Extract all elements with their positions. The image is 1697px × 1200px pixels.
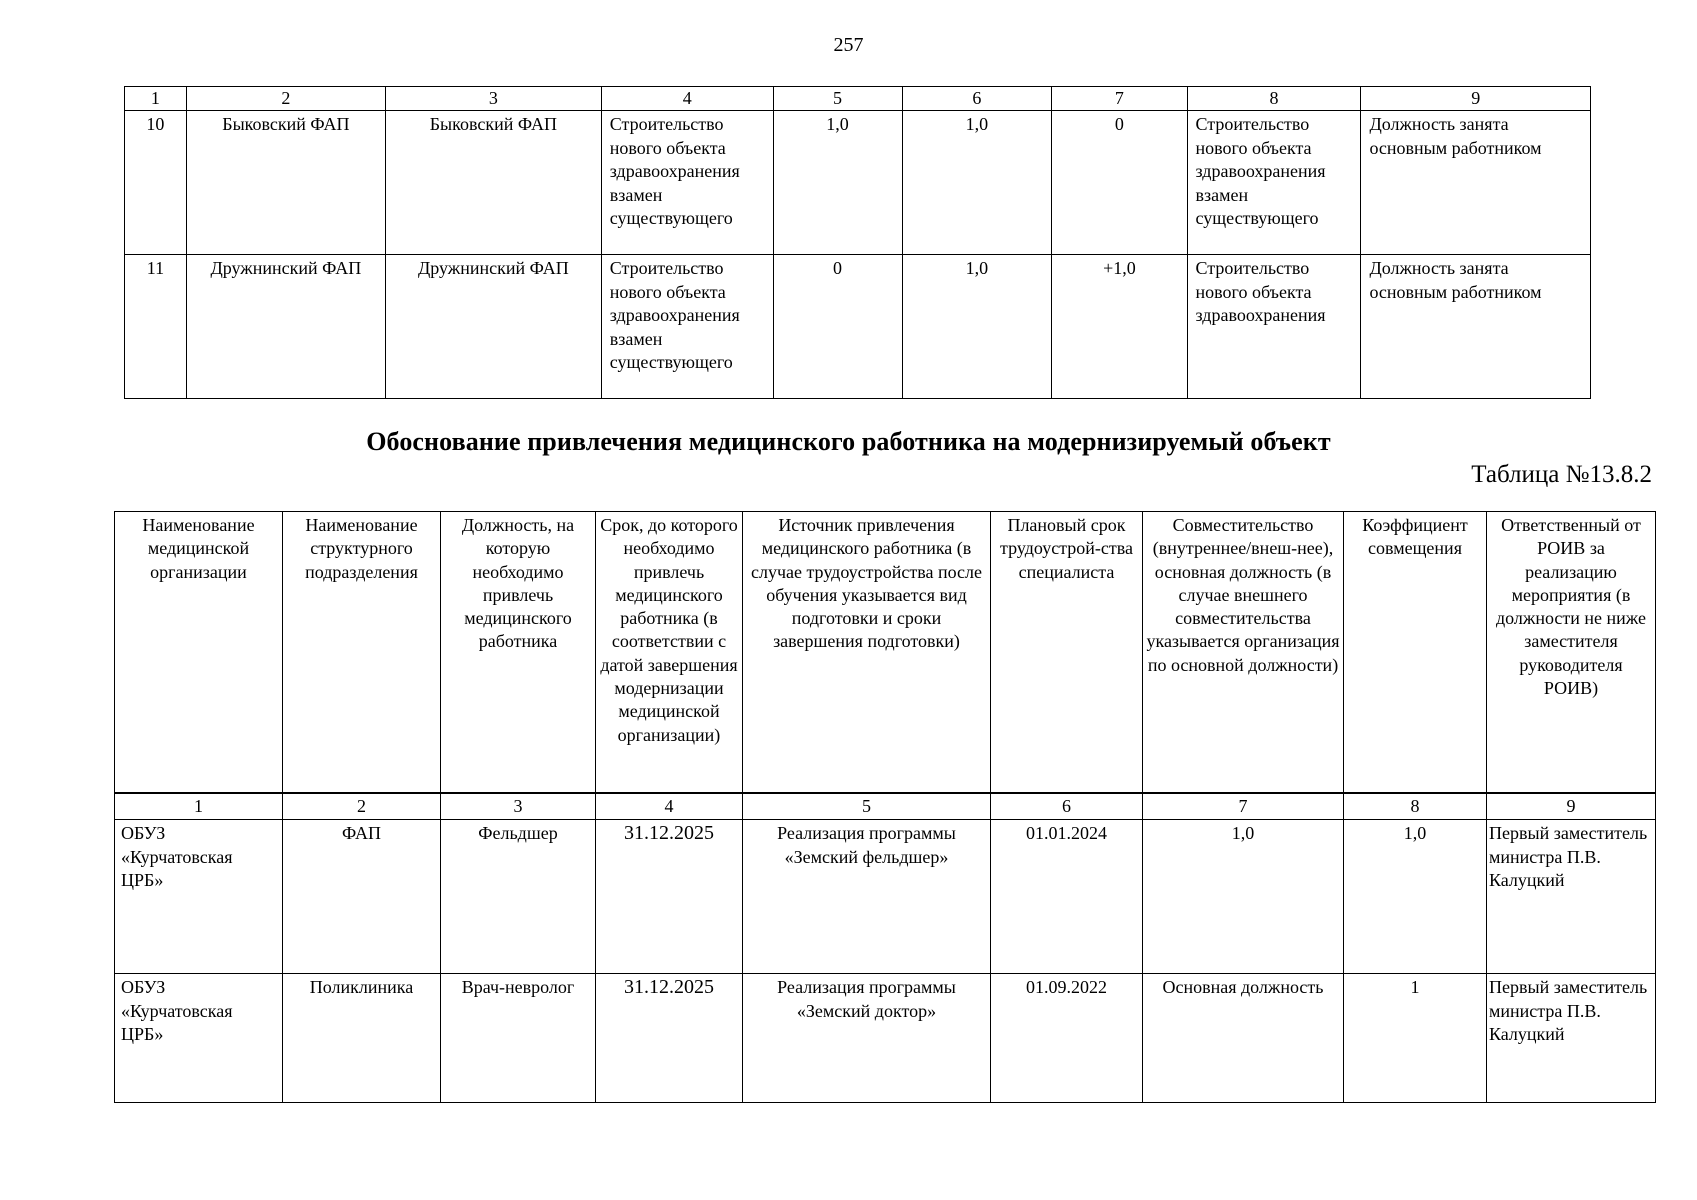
column-number: 9	[1487, 794, 1656, 820]
facility-name: Дружнинский ФАП	[186, 255, 385, 399]
value-cell: +1,0	[1052, 255, 1187, 399]
organization-name: ОБУЗ «Курчатовская ЦРБ»	[115, 820, 283, 974]
column-number: 5	[773, 87, 902, 111]
recruitment-source: Реализация программы «Земский доктор»	[743, 974, 991, 1103]
column-number: 2	[186, 87, 385, 111]
unit-name: Поликлиника	[283, 974, 441, 1103]
deadline-date: 31.12.2025	[596, 974, 743, 1103]
column-header: Коэффициент совмещения	[1344, 512, 1487, 793]
planned-date: 01.01.2024	[991, 820, 1143, 974]
unit-name: ФАП	[283, 820, 441, 974]
column-header: Срок, до которого необходимо привлечь медицинского работника (в соответствии с датой завершения модернизации медицинской организации)	[596, 512, 743, 793]
deadline-date: 31.12.2025	[596, 820, 743, 974]
measure: Строительство нового объекта здравоохранения взамен существующего	[601, 111, 773, 255]
value-cell: 0	[1052, 111, 1187, 255]
row-number: 11	[125, 255, 187, 399]
table-number: Таблица №13.8.2	[1471, 461, 1652, 488]
status-note: Должность занята основным работником	[1361, 111, 1591, 255]
table-row	[115, 974, 1656, 1103]
table-header-row	[115, 794, 1656, 820]
table-row	[125, 255, 1591, 399]
position-name: Фельдшер	[441, 820, 596, 974]
row-number: 10	[125, 111, 187, 255]
recruitment-source: Реализация программы «Земский фельдшер»	[743, 820, 991, 974]
column-number: 4	[596, 794, 743, 820]
table-row	[115, 820, 1656, 974]
column-number: 5	[743, 794, 991, 820]
responsible-person: Первый заместитель министра П.В. Калуцкий	[1487, 974, 1656, 1103]
column-number: 6	[991, 794, 1143, 820]
table-header-row	[125, 87, 1591, 111]
positions-table	[124, 86, 1591, 399]
value-cell: 1,0	[902, 255, 1052, 399]
unit-name: Быковский ФАП	[385, 111, 601, 255]
measure: Строительство нового объекта здравоохранения	[1187, 255, 1361, 399]
table-header-row	[115, 512, 1656, 793]
value-cell: 1,0	[773, 111, 902, 255]
section-title: Обоснование привлечения медицинского работника на модернизируемый объект	[366, 427, 1331, 456]
organization-name: ОБУЗ «Курчатовская ЦРБ»	[115, 974, 283, 1103]
column-header: Совместительство (внутреннее/внеш-нее), основная должность (в случае внешнего совместительства указывается организация по основной должности)	[1143, 512, 1344, 793]
column-number: 9	[1361, 87, 1591, 111]
planned-date: 01.09.2022	[991, 974, 1143, 1103]
facility-name: Быковский ФАП	[186, 111, 385, 255]
page-number: 257	[833, 34, 864, 56]
column-number: 3	[385, 87, 601, 111]
column-header: Плановый срок трудоустрой-ства специалиста	[991, 512, 1143, 793]
column-header: Наименование медицинской организации	[115, 512, 283, 793]
responsible-person: Первый заместитель министра П.В. Калуцкий	[1487, 820, 1656, 974]
position-name: Врач-невролог	[441, 974, 596, 1103]
column-number: 8	[1344, 794, 1487, 820]
combination-value: 1,0	[1143, 820, 1344, 974]
column-number: 1	[115, 794, 283, 820]
measure: Строительство нового объекта здравоохранения взамен существующего	[601, 255, 773, 399]
column-number: 4	[601, 87, 773, 111]
column-number: 3	[441, 794, 596, 820]
recruitment-table	[114, 793, 1656, 1103]
recruitment-table-header	[114, 511, 1656, 793]
combination-coefficient: 1,0	[1344, 820, 1487, 974]
column-header: Наименование структурного подразделения	[283, 512, 441, 793]
combination-value: Основная должность	[1143, 974, 1344, 1103]
column-number: 7	[1052, 87, 1187, 111]
value-cell: 0	[773, 255, 902, 399]
value-cell: 1,0	[902, 111, 1052, 255]
column-header: Ответственный от РОИВ за реализацию мероприятия (в должности не ниже заместителя руководителя РОИВ)	[1487, 512, 1656, 793]
column-number: 8	[1187, 87, 1361, 111]
column-number: 1	[125, 87, 187, 111]
unit-name: Дружнинский ФАП	[385, 255, 601, 399]
column-header: Должность, на которую необходимо привлечь медицинского работника	[441, 512, 596, 793]
status-note: Должность занята основным работником	[1361, 255, 1591, 399]
column-number: 6	[902, 87, 1052, 111]
measure: Строительство нового объекта здравоохранения взамен существующего	[1187, 111, 1361, 255]
column-header: Источник привлечения медицинского работника (в случае трудоустройства после обучения указывается вид подготовки и сроки завершения подготовки)	[743, 512, 991, 793]
table-row	[125, 111, 1591, 255]
column-number: 2	[283, 794, 441, 820]
combination-coefficient: 1	[1344, 974, 1487, 1103]
column-number: 7	[1143, 794, 1344, 820]
